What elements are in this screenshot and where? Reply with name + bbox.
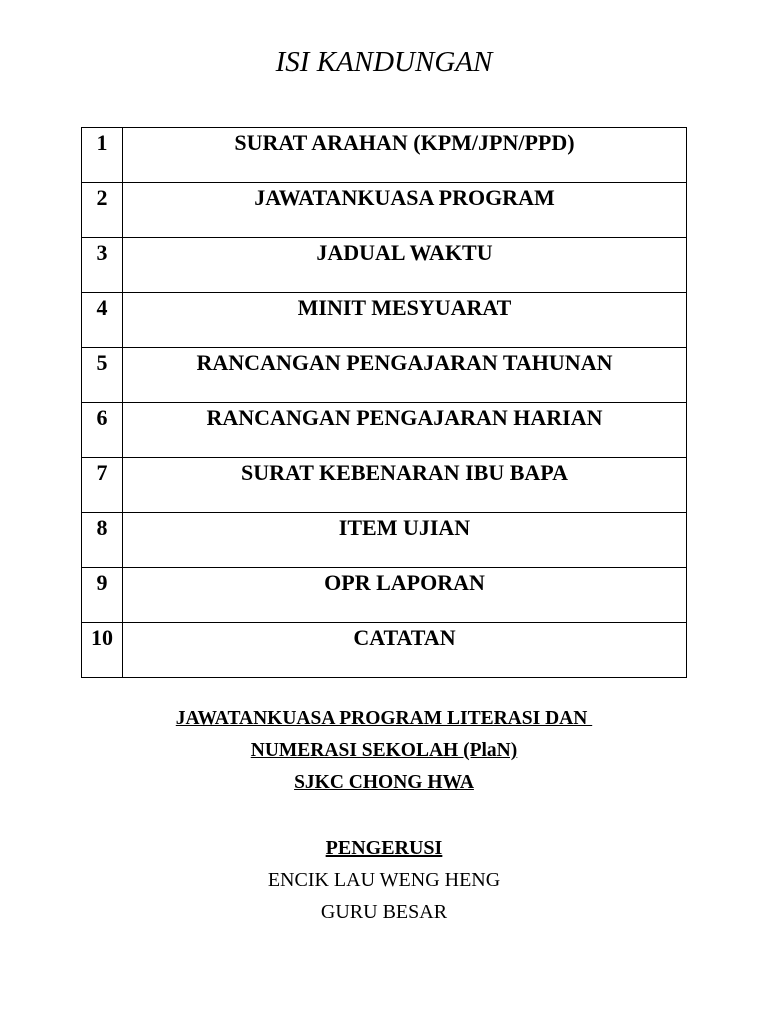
table-row [82, 403, 687, 458]
row-number: 4 [82, 293, 123, 348]
chairman-position: GURU BESAR [320, 901, 448, 923]
row-number: 7 [82, 458, 123, 513]
row-item: CATATAN [123, 623, 687, 678]
table-row [82, 293, 687, 348]
committee-heading [0, 703, 768, 799]
row-item: MINIT MESYUARAT [123, 293, 687, 348]
row-number: 5 [82, 348, 123, 403]
committee-line-1: JAWATANKUASA PROGRAM LITERASI DAN [175, 708, 593, 729]
table-row [82, 623, 687, 678]
row-item: ITEM UJIAN [123, 513, 687, 568]
row-number: 10 [82, 623, 123, 678]
page-title: ISI KANDUNGAN [275, 46, 493, 78]
row-number: 1 [82, 128, 123, 183]
committee-line-3: SJKC CHONG HWA [294, 772, 474, 793]
row-number: 8 [82, 513, 123, 568]
committee-line-2: NUMERASI SEKOLAH (PlaN) [250, 740, 518, 761]
table-row [82, 458, 687, 513]
row-item: RANCANGAN PENGAJARAN TAHUNAN [123, 348, 687, 403]
row-number: 3 [82, 238, 123, 293]
chairman-block [0, 832, 768, 928]
row-number: 6 [82, 403, 123, 458]
row-item: SURAT ARAHAN (KPM/JPN/PPD) [123, 128, 687, 183]
table-row [82, 568, 687, 623]
row-item: JAWATANKUASA PROGRAM [123, 183, 687, 238]
row-number: 9 [82, 568, 123, 623]
row-number: 2 [82, 183, 123, 238]
table-row [82, 128, 687, 183]
table-row [82, 348, 687, 403]
row-item: SURAT KEBENARAN IBU BAPA [123, 458, 687, 513]
chairman-name: ENCIK LAU WENG HENG [267, 869, 501, 891]
row-item: JADUAL WAKTU [123, 238, 687, 293]
contents-table [81, 127, 687, 678]
table-row [82, 183, 687, 238]
table-row [82, 238, 687, 293]
table-row [82, 513, 687, 568]
chairman-role: PENGERUSI [325, 837, 443, 859]
row-item: OPR LAPORAN [123, 568, 687, 623]
row-item: RANCANGAN PENGAJARAN HARIAN [123, 403, 687, 458]
